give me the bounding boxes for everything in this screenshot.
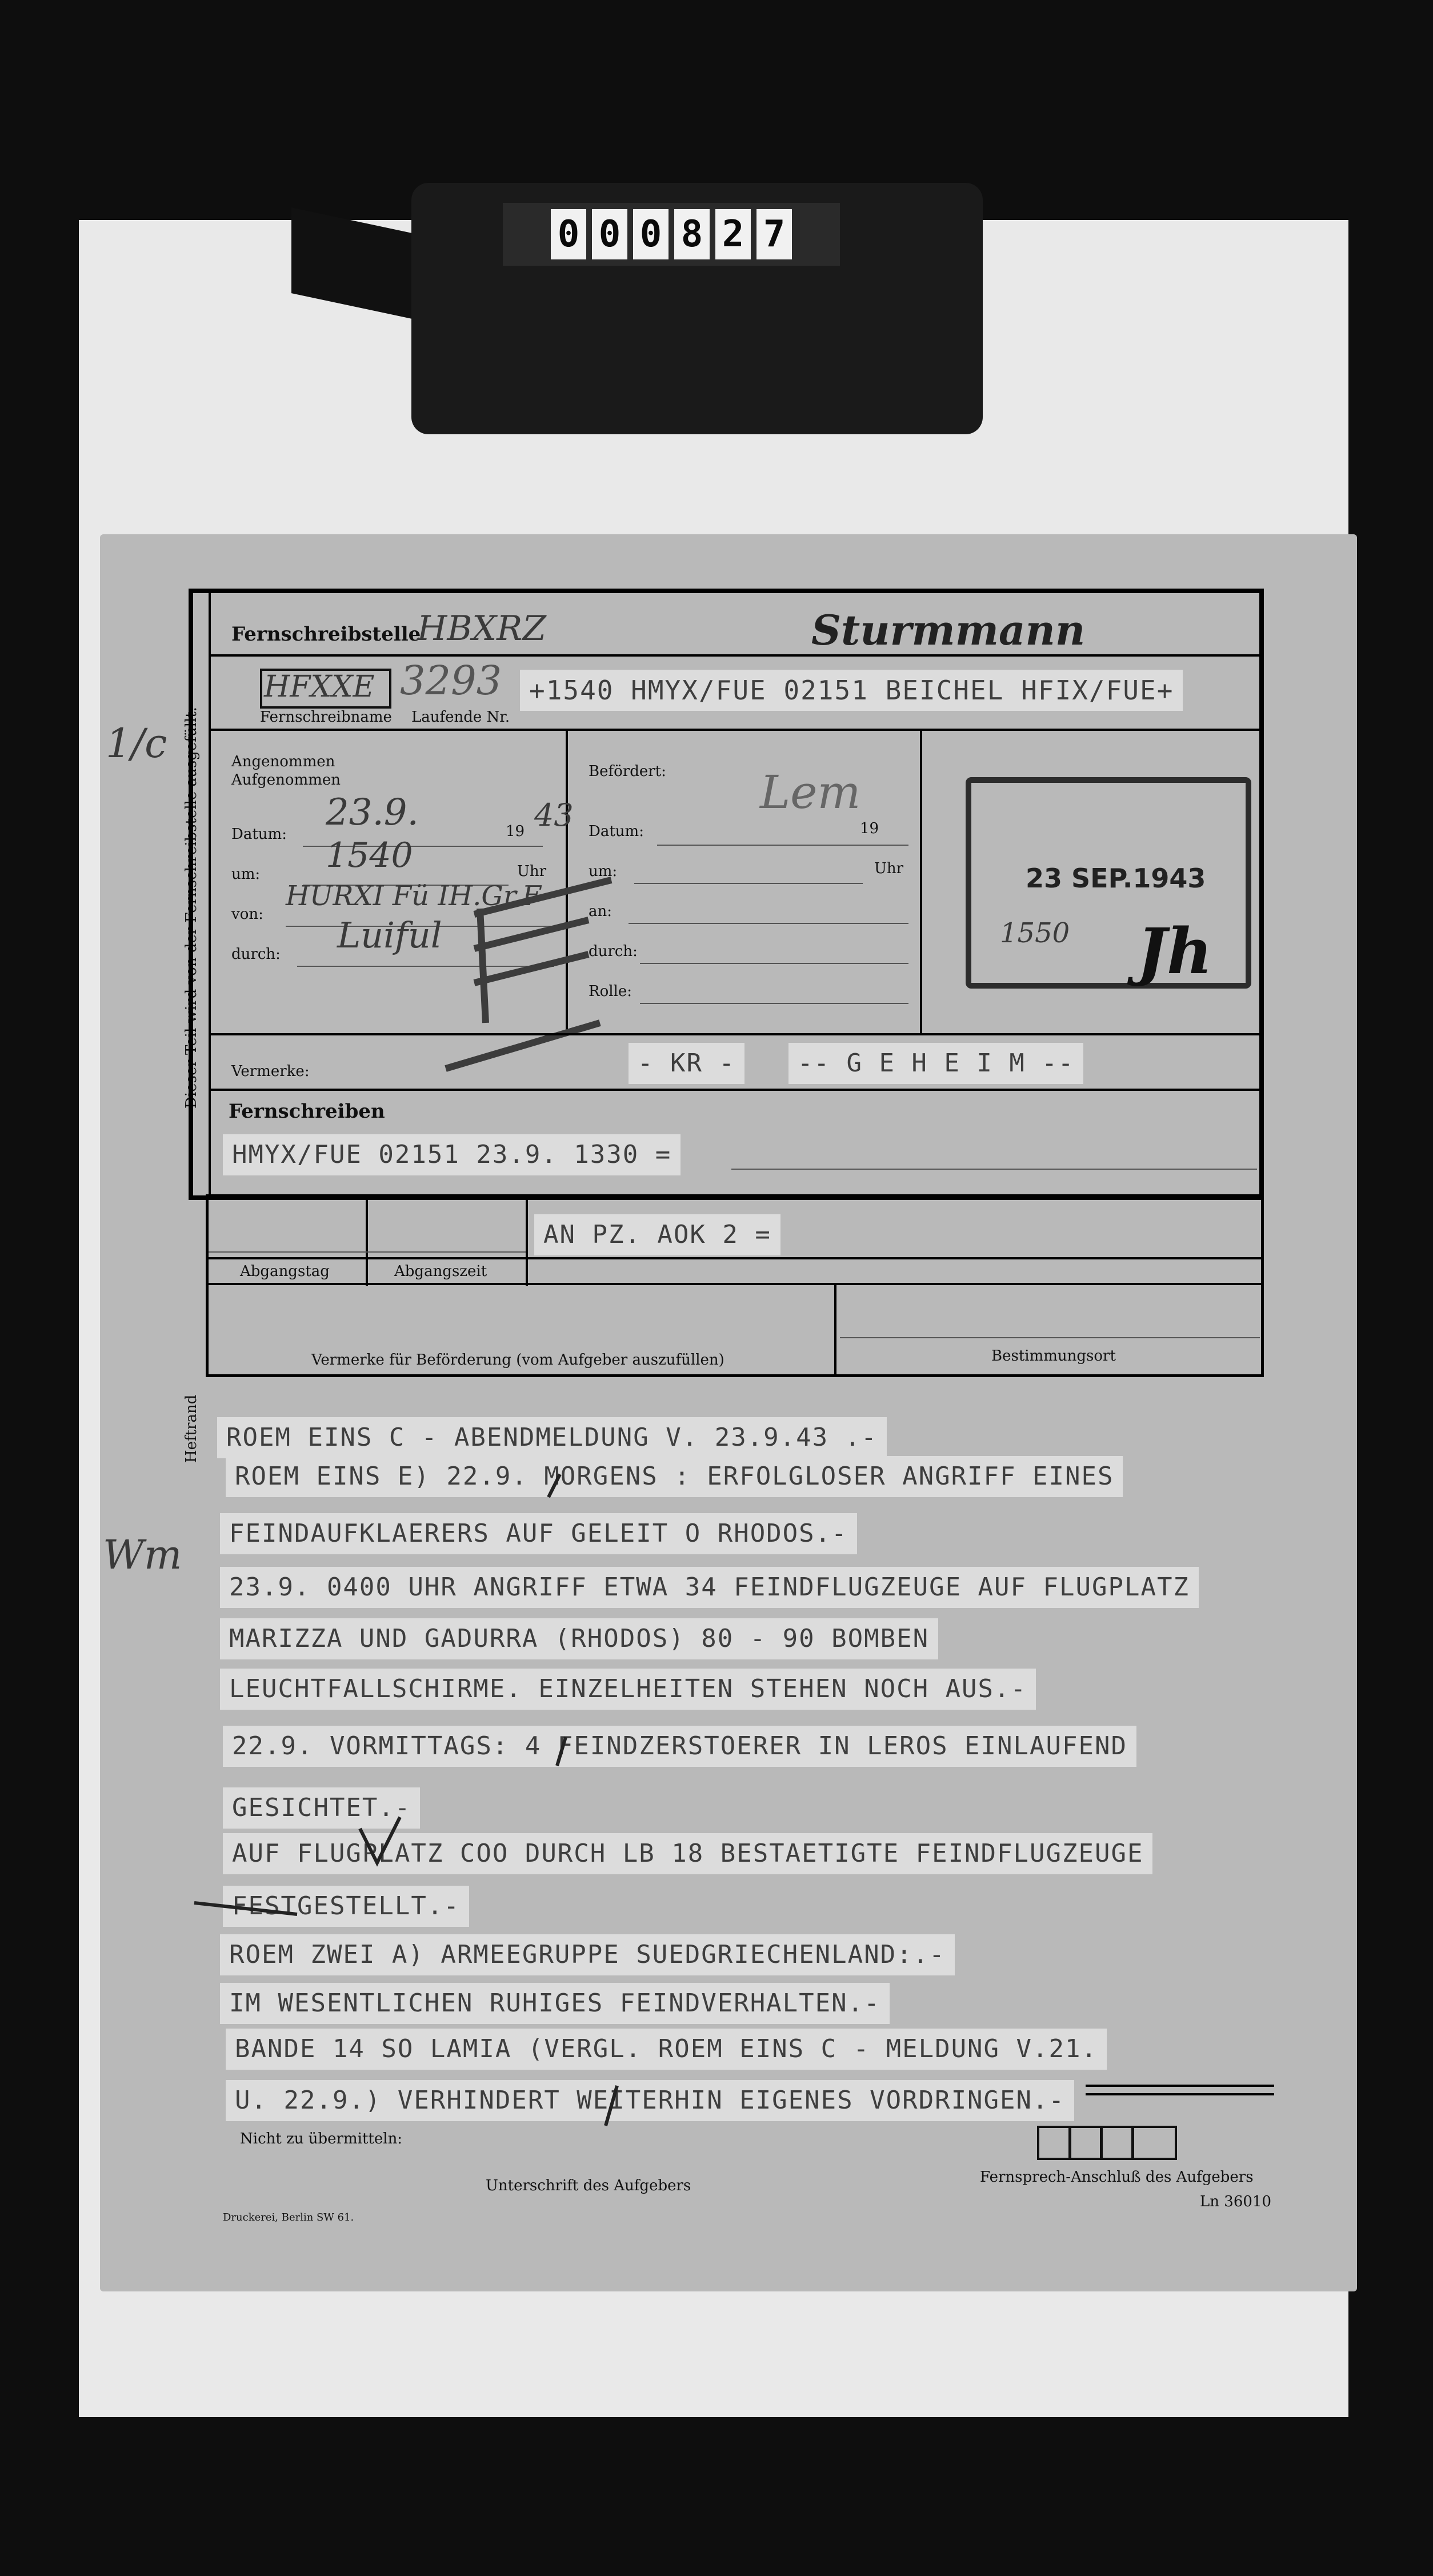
left-annotation: 1/c (106, 720, 167, 767)
teletype-header-strip: +1540 HMYX/FUE 02151 BEICHEL HFIX/FUE+ (520, 670, 1183, 711)
left-margin-handwriting: Wm (103, 1531, 182, 1578)
befoerdert-handwritten: Lem (760, 766, 861, 819)
phone-digit-box (1131, 2126, 1177, 2160)
stamp-time: 1550 (1000, 917, 1070, 949)
durch-label: durch: (231, 946, 281, 963)
fernsprech-label: Fernsprech-Anschluß des Aufgebers (980, 2169, 1254, 2186)
heftrand-label: Heftrand (183, 1394, 200, 1463)
phone-digit-box (1068, 2126, 1103, 2160)
von-value: HURXI Fü IH.Gr.F (286, 880, 541, 912)
phone-digit-box (1037, 2126, 1071, 2160)
von-label: von: (231, 906, 263, 923)
abgangstag-label: Abgangstag (240, 1263, 330, 1280)
laufende-nr-label: Laufende Nr. (411, 709, 510, 726)
aufgenommen-label: Aufgenommen (231, 771, 341, 789)
an-line-strip: AN PZ. AOK 2 = (534, 1214, 780, 1255)
header-code-handwritten: HBXRZ (417, 609, 546, 649)
abgangszeit-label: Abgangszeit (394, 1263, 487, 1280)
message-line: ROEM ZWEI A) ARMEEGRUPPE SUEDGRIECHENLAND:.- (220, 1934, 955, 1975)
counter-digit: 0 (592, 209, 627, 259)
um-label: um: (231, 866, 261, 883)
vermerke-label: Vermerke: (231, 1063, 310, 1080)
counter-digit: 8 (674, 209, 710, 259)
laufende-nr-handwritten: 3293 (400, 657, 502, 704)
message-line: ROEM EINS C - ABENDMELDUNG V. 23.9.43 .- (217, 1417, 887, 1458)
counter-digit: 0 (551, 209, 586, 259)
unterschrift-label: Unterschrift des Aufgebers (486, 2177, 691, 2194)
durch-value: Luiful (337, 914, 442, 956)
bef-durch-label: durch: (589, 943, 638, 960)
message-line: LEUCHTFALLSCHIRME. EINZELHEITEN STEHEN NOCH AUS.- (220, 1669, 1036, 1710)
year-prefix: 19 (506, 823, 525, 840)
message-line: 23.9. 0400 UHR ANGRIFF ETWA 34 FEINDFLUGZEUGE AUF FLUGPLATZ (220, 1567, 1199, 1608)
nicht-zu-uebermitteln-label: Nicht zu übermitteln: (240, 2130, 403, 2147)
bef-an-label: an: (589, 903, 613, 920)
vermerke-befoerderung-label: Vermerke für Beförderung (vom Aufgeber auszufüllen) (311, 1351, 724, 1369)
header-right-handwritten: Sturmmann (811, 606, 1086, 654)
bef-datum-label: Datum: (589, 823, 644, 840)
fernschreiben-title: Fernschreiben (229, 1100, 385, 1123)
bef-uhr-label: Uhr (874, 860, 904, 877)
stamp-signature: Jh (1137, 914, 1213, 988)
bef-year-prefix: 19 (860, 820, 879, 837)
side-instruction-text: Dieser Teil wird von der Fernschreibstelle ausgefüllt. (183, 707, 200, 1109)
rolle-label: Rolle: (589, 983, 633, 1000)
message-line: FESTGESTELLT.- (223, 1886, 469, 1927)
befoerdert-label: Befördert: (589, 763, 666, 780)
id-box-handwritten: HFXXE (264, 670, 375, 704)
footer-double-line-2 (1086, 2093, 1274, 2095)
message-line: IM WESENTLICHEN RUHIGES FEINDVERHALTEN.- (220, 1983, 890, 2024)
bef-um-label: um: (589, 863, 618, 880)
kr-tag: - KR - (629, 1043, 744, 1084)
footer-double-line-1 (1086, 2085, 1274, 2087)
message-line: BANDE 14 SO LAMIA (VERGL. ROEM EINS C - MELDUNG V.21. (226, 2029, 1107, 2070)
message-line: MARIZZA UND GADURRA (RHODOS) 80 - 90 BOMBEN (220, 1618, 938, 1659)
counter-digit: 2 (715, 209, 751, 259)
counter-digit: 0 (633, 209, 669, 259)
geheim-tag: -- G E H E I M -- (788, 1043, 1083, 1084)
phone-digit-box (1100, 2126, 1134, 2160)
year-value: 43 (534, 797, 574, 833)
fernschreibstelle-title: Fernschreibstelle (231, 623, 421, 646)
form-number: Ln 36010 (1200, 2193, 1271, 2210)
message-line: FEINDAUFKLAERERS AUF GELEIT O RHODOS.- (220, 1513, 857, 1554)
message-line: GESICHTET.- (223, 1787, 420, 1829)
fernschreiben-header-strip: HMYX/FUE 02151 23.9. 1330 = (223, 1134, 681, 1175)
message-line: AUF FLUGPLATZ COO DURCH LB 18 BESTAETIGTE FEINDFLUGZEUGE (223, 1833, 1152, 1874)
fernschreibname-label: Fernschreibname (260, 709, 392, 726)
counter-digit: 7 (756, 209, 792, 259)
message-line: 22.9. VORMITTAGS: 4 FEINDZERSTOERER IN LEROS EINLAUFEND (223, 1726, 1136, 1767)
bestimmungsort-label: Bestimmungsort (991, 1347, 1116, 1365)
message-line: ROEM EINS E) 22.9. MORGENS : ERFOLGLOSER ANGRIFF EINES (226, 1456, 1123, 1497)
um-value: 1540 (326, 835, 413, 875)
angenommen-label: Angenommen (231, 753, 335, 770)
uhr-label: Uhr (517, 863, 547, 880)
datum-value: 23.9. (326, 791, 419, 834)
printer-imprint: Druckerei, Berlin SW 61. (223, 2211, 354, 2223)
message-line: U. 22.9.) VERHINDERT WEITERHIN EIGENES VORDRINGEN.- (226, 2080, 1074, 2121)
datum-label: Datum: (231, 826, 287, 843)
stamp-date: 23 SEP.1943 (1026, 863, 1206, 894)
